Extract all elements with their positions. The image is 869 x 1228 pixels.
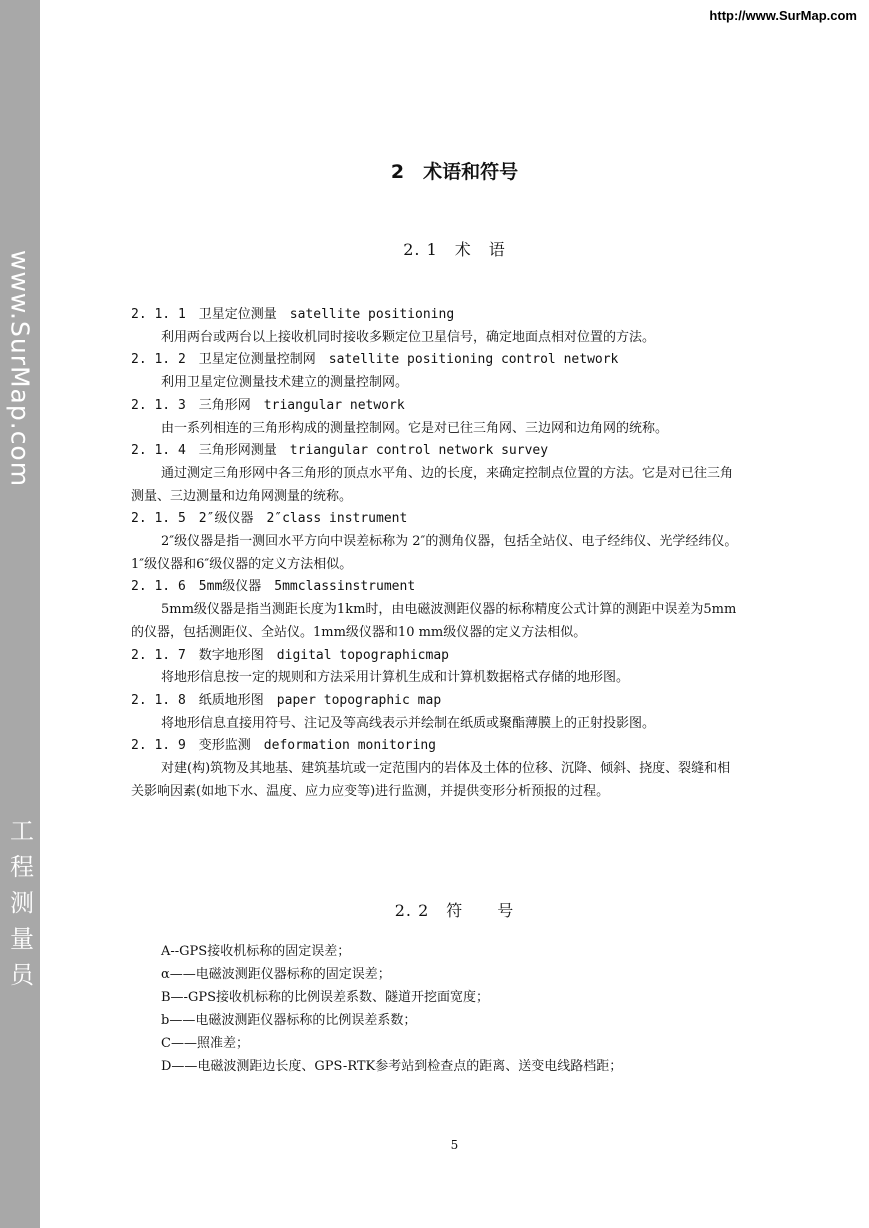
term-heading: 2. 1. 6 5mm级仪器 5mmclassinstrument [131, 579, 416, 595]
term-entry [131, 735, 741, 803]
term-definition: 对建(构)筑物及其地基、建筑基坑或一定范围内的岩体及土体的位移、沉降、倾斜、挠度、裂缝和相关影响因素(如地下水、温度、应力应变等)进行监测，并提供变形分析预报的过程。 [131, 761, 731, 799]
symbol-item: C——照准差； [161, 1036, 249, 1051]
sidebar-watermark-title: 工程测量员 [5, 818, 34, 998]
term-heading: 2. 1. 7 数字地形图 digital topographicmap [131, 647, 449, 663]
term-entry [131, 304, 741, 349]
header-watermark-url: http://www.SurMap.com [709, 8, 857, 23]
section-title-terms: 2. 1 术 语 [403, 240, 506, 259]
left-sidebar-band [0, 0, 40, 1228]
term-entry [131, 440, 741, 508]
symbol-item: α——电磁波测距仪器标称的固定误差； [161, 967, 391, 982]
term-definition: 2″级仪器是指一测回水平方向中误差标称为 2″的测角仪器，包括全站仪、电子经纬仪、光学经纬仪。1″级仪器和6″级仪器的定义方法相似。 [131, 534, 738, 572]
term-entry [131, 576, 741, 644]
term-heading: 2. 1. 3 三角形网 triangular network [131, 397, 405, 413]
term-heading: 2. 1. 8 纸质地形图 paper topographic map [131, 692, 442, 708]
term-definition: 将地形信息按一定的规则和方法采用计算机生成和计算机数据格式存储的地形图。 [161, 670, 630, 686]
symbol-item: b——电磁波测距仪器标称的比例误差系数； [161, 1013, 417, 1028]
term-definition: 利用卫星定位测量技术建立的测量控制网。 [161, 375, 409, 391]
term-definition: 通过测定三角形网中各三角形的顶点水平角、边的长度，来确定控制点位置的方法。它是对已往三角测量、三边测量和边角网测量的统称。 [131, 465, 734, 504]
term-entry [131, 690, 741, 735]
terms-list [131, 304, 741, 803]
symbol-item: D——电磁波测距边长度、GPS-RTK参考站到检查点的距离、送变电线路档距； [161, 1059, 623, 1074]
sidebar-watermark-url: www.SurMap.com [5, 250, 35, 488]
term-definition: 5mm级仪器是指当测距长度为1km时，由电磁波测距仪器的标称精度公式计算的测距中误差为5mm的仪器，包括测距仪、全站仪。1mm级仪器和10 mm级仪器的定义方法相似。 [131, 602, 737, 640]
symbol-item: A--GPS接收机标称的固定误差； [161, 944, 351, 959]
page-number: 5 [450, 1138, 459, 1152]
term-definition: 由一系列相连的三角形构成的测量控制网。它是对已往三角网、三边网和边角网的统称。 [161, 420, 669, 436]
term-heading: 2. 1. 1 卫星定位测量 satellite positioning [131, 307, 455, 322]
term-entry [131, 508, 741, 576]
term-definition: 将地形信息直接用符号、注记及等高线表示并绘制在纸质或聚酯薄膜上的正射投影图。 [161, 715, 656, 731]
term-heading: 2. 1. 5 2″级仪器 2″class instrument [131, 511, 408, 527]
chapter-title: 2 术语和符号 [390, 161, 519, 183]
section-title-symbols: 2. 2 符 号 [394, 901, 515, 920]
term-heading: 2. 1. 9 变形监测 deformation monitoring [131, 738, 436, 754]
term-entry [131, 395, 741, 440]
term-heading: 2. 1. 4 三角形网测量 triangular control network survey [131, 443, 549, 459]
symbol-item: B—-GPS接收机标称的比例误差系数、隧道开挖面宽度； [161, 990, 489, 1005]
term-entry [131, 349, 741, 394]
symbols-list [161, 940, 741, 1078]
term-heading: 2. 1. 2 卫星定位测量控制网 satellite positioning control network [131, 352, 619, 368]
term-entry [131, 645, 741, 690]
term-definition: 利用两台或两台以上接收机同时接收多颗定位卫星信号，确定地面点相对位置的方法。 [161, 329, 656, 345]
